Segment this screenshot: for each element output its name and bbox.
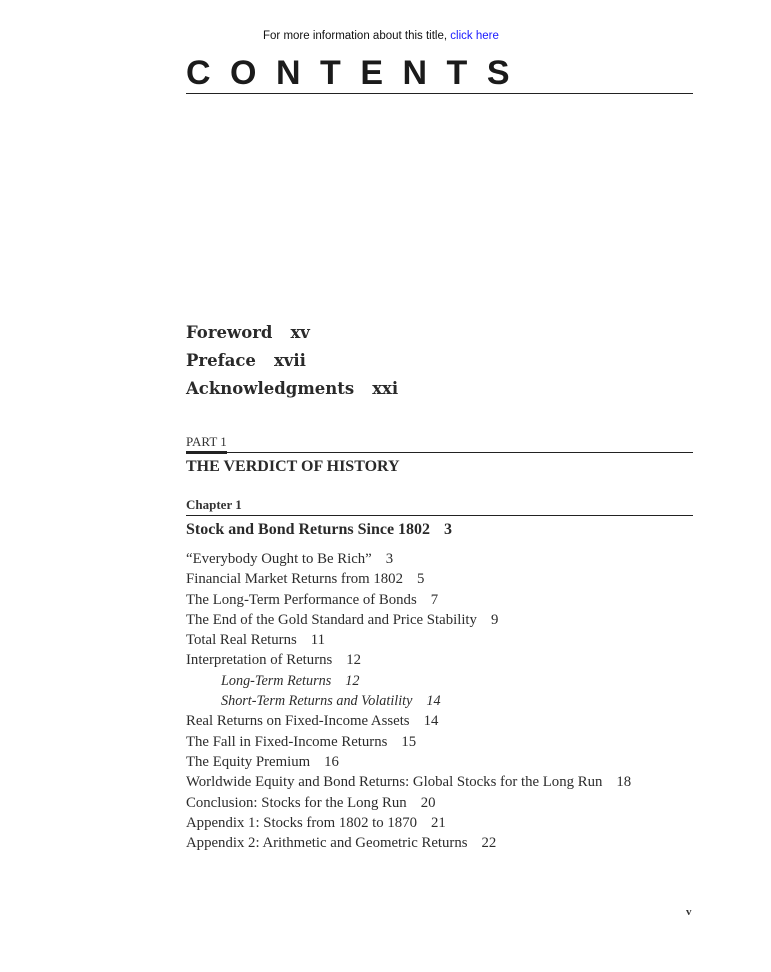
front-matter-label: Acknowledgments: [186, 379, 355, 398]
front-matter-label: Foreword: [186, 323, 273, 342]
part-title: THE VERDICT OF HISTORY: [186, 458, 400, 475]
toc-entry[interactable]: [186, 630, 706, 650]
toc-entry-page: 21: [431, 814, 446, 831]
front-matter-page: xxi: [372, 379, 399, 398]
toc-entry[interactable]: [186, 590, 706, 610]
toc-entry[interactable]: [186, 650, 706, 670]
part-divider: [186, 452, 693, 453]
chapter-title-entry[interactable]: [186, 521, 693, 539]
toc-entry[interactable]: [186, 732, 706, 752]
toc-entry-label: The End of the Gold Standard and Price Stability: [186, 611, 477, 628]
toc-entry[interactable]: [186, 752, 706, 772]
toc-entry-label: Interpretation of Returns: [186, 652, 333, 669]
page-number: v: [686, 906, 692, 918]
toc-entry-label: Worldwide Equity and Bond Returns: Global Stocks for the Long Run: [186, 774, 603, 791]
info-banner: [263, 30, 499, 42]
toc-entry-page: 3: [385, 551, 394, 567]
toc-entry-page: 5: [416, 571, 425, 588]
front-matter-page: xv: [290, 323, 310, 342]
toc-entry-label: Total Real Returns: [186, 632, 297, 649]
toc-entry-page: 18: [616, 774, 632, 791]
toc-entry-page: 20: [420, 794, 436, 811]
front-matter-page: xvii: [273, 351, 306, 370]
toc-entry-label: Short-Term Returns and Volatility: [221, 693, 413, 710]
toc-entry[interactable]: [186, 569, 706, 589]
toc-entry-label: “Everybody Ought to Be Rich”: [186, 551, 372, 567]
toc-entry-page: 12: [346, 652, 362, 669]
toc-entry[interactable]: [186, 813, 706, 833]
part-heading: [186, 433, 693, 476]
toc-entry[interactable]: [186, 549, 706, 569]
toc-entry-page: 22: [481, 835, 497, 852]
chapter-page: 3: [444, 521, 453, 538]
toc-entry-label: Financial Market Returns from 1802: [186, 571, 403, 588]
toc-subentry[interactable]: [186, 671, 706, 691]
chapter-title: Stock and Bond Returns Since 1802: [186, 521, 431, 538]
toc-entry-label: Appendix 1: Stocks from 1802 to 1870: [186, 814, 417, 831]
page-title: CONTENTS: [186, 54, 693, 94]
toc-entry-page: 9: [490, 611, 499, 628]
toc-subentry[interactable]: [186, 691, 706, 711]
toc-entry-label: Conclusion: Stocks for the Long Run: [186, 794, 407, 811]
toc-entry-page: 14: [426, 693, 441, 710]
toc-entry-page: 16: [324, 753, 339, 770]
front-matter-item[interactable]: [186, 349, 398, 377]
part-label: PART 1: [186, 434, 227, 454]
toc-entry[interactable]: [186, 711, 706, 731]
toc-entry-label: The Equity Premium: [186, 753, 311, 770]
info-text: For more information about this title,: [263, 30, 451, 42]
front-matter-item[interactable]: [186, 321, 398, 349]
click-here-link[interactable]: click here: [450, 30, 499, 42]
toc-entry-page: 11: [310, 632, 325, 649]
front-matter-item[interactable]: [186, 377, 398, 405]
toc-entry-label: Appendix 2: Arithmetic and Geometric Returns: [186, 835, 468, 852]
toc-entry-page: 7: [430, 591, 439, 608]
front-matter-label: Preface: [186, 351, 256, 370]
toc-entry-label: Long-Term Returns: [221, 672, 332, 689]
chapter-heading: [186, 497, 693, 539]
toc-entry[interactable]: [186, 793, 706, 813]
toc-entry-page: 14: [423, 713, 439, 730]
front-matter-list: [186, 321, 398, 405]
toc-entry-page: 12: [345, 672, 360, 689]
toc-entry[interactable]: [186, 610, 706, 630]
toc-entries: [186, 549, 706, 853]
chapter-label: Chapter 1: [186, 497, 693, 516]
toc-entry[interactable]: [186, 772, 706, 792]
toc-entry-label: The Long-Term Performance of Bonds: [186, 591, 417, 608]
toc-entry-label: The Fall in Fixed-Income Returns: [186, 733, 388, 750]
toc-entry[interactable]: [186, 833, 706, 853]
toc-entry-label: Real Returns on Fixed-Income Assets: [186, 713, 410, 730]
toc-entry-page: 15: [401, 733, 417, 750]
